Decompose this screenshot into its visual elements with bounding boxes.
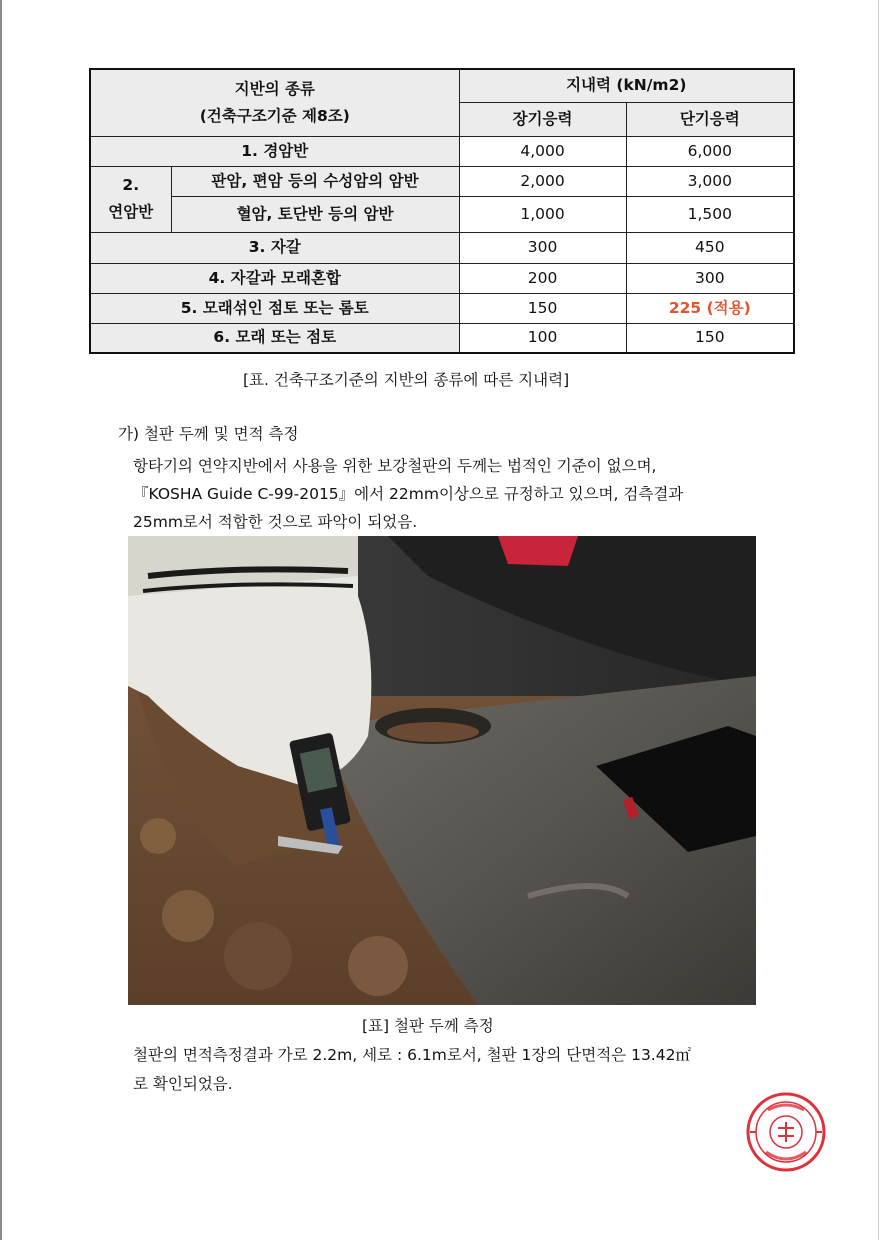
table-row — [90, 196, 794, 232]
row-short: 300 — [626, 263, 794, 293]
table-row — [90, 293, 794, 323]
page-border-left — [0, 0, 2, 1240]
header-soil-type-line2: (건축구조기준 제8조) — [199, 107, 350, 126]
header-soil-type — [90, 69, 459, 136]
row-long: 2,000 — [459, 166, 626, 196]
table-row — [90, 232, 794, 263]
paragraph-1-line-1: 항타기의 연약지반에서 사용을 위한 보강철판의 두께는 법적인 기준이 없으며, — [133, 457, 657, 475]
soil-bearing-table — [89, 68, 795, 354]
header-short-term: 단기응력 — [626, 102, 794, 136]
row-label: 3. 자갈 — [90, 232, 459, 263]
row-group-line2: 연암반 — [108, 203, 154, 221]
table-caption: [표. 건축구조기준의 지반의 종류에 따른 지내력] — [243, 371, 570, 389]
paragraph-1-line-2: 『KOSHA Guide C-99-2015』에서 22mm이상으로 규정하고 있으며, 검측결과 — [133, 485, 684, 503]
row-label: 4. 자갈과 모래혼합 — [90, 263, 459, 293]
table-row — [90, 323, 794, 353]
row-short: 450 — [626, 232, 794, 263]
row-label: 판암, 편암 등의 수성암의 암반 — [171, 166, 459, 196]
photo-caption: [표] 철판 두께 측정 — [362, 1017, 494, 1035]
table-row — [90, 166, 794, 196]
header-soil-type-line1: 지반의 종류 — [234, 79, 315, 98]
row-short: 3,000 — [626, 166, 794, 196]
row-label: 5. 모래섞인 점토 또는 롬토 — [90, 293, 459, 323]
seal-stamp-icon — [744, 1090, 828, 1174]
row-long: 4,000 — [459, 136, 626, 166]
row-long: 200 — [459, 263, 626, 293]
row-short-applied: 225 (적용) — [626, 293, 794, 323]
steel-plate-measurement-photo — [128, 536, 756, 1005]
page-border-right — [878, 0, 879, 1240]
row-long: 300 — [459, 232, 626, 263]
row-group-label — [90, 166, 171, 232]
row-label: 1. 경암반 — [90, 136, 459, 166]
header-long-term: 장기응력 — [459, 102, 626, 136]
row-label: 6. 모래 또는 점토 — [90, 323, 459, 353]
section-heading: 가) 철판 두께 및 면적 측정 — [118, 425, 299, 443]
row-short: 150 — [626, 323, 794, 353]
header-capacity: 지내력 (kN/m2) — [459, 69, 794, 102]
row-long: 100 — [459, 323, 626, 353]
row-long: 1,000 — [459, 196, 626, 232]
row-short: 1,500 — [626, 196, 794, 232]
row-group-line1: 2. — [122, 176, 140, 195]
paragraph-2-line-2: 로 확인되었음. — [133, 1075, 233, 1093]
table-row — [90, 136, 794, 166]
row-short: 6,000 — [626, 136, 794, 166]
table-row — [90, 263, 794, 293]
row-label: 혈암, 토단반 등의 암반 — [171, 196, 459, 232]
row-long: 150 — [459, 293, 626, 323]
paragraph-1-line-3: 25mm로서 적합한 것으로 파악이 되었음. — [133, 513, 418, 531]
paragraph-2-line-1: 철판의 면적측정결과 가로 2.2m, 세로 : 6.1m로서, 철판 1장의 단면적은 13.42㎡ — [133, 1046, 691, 1064]
